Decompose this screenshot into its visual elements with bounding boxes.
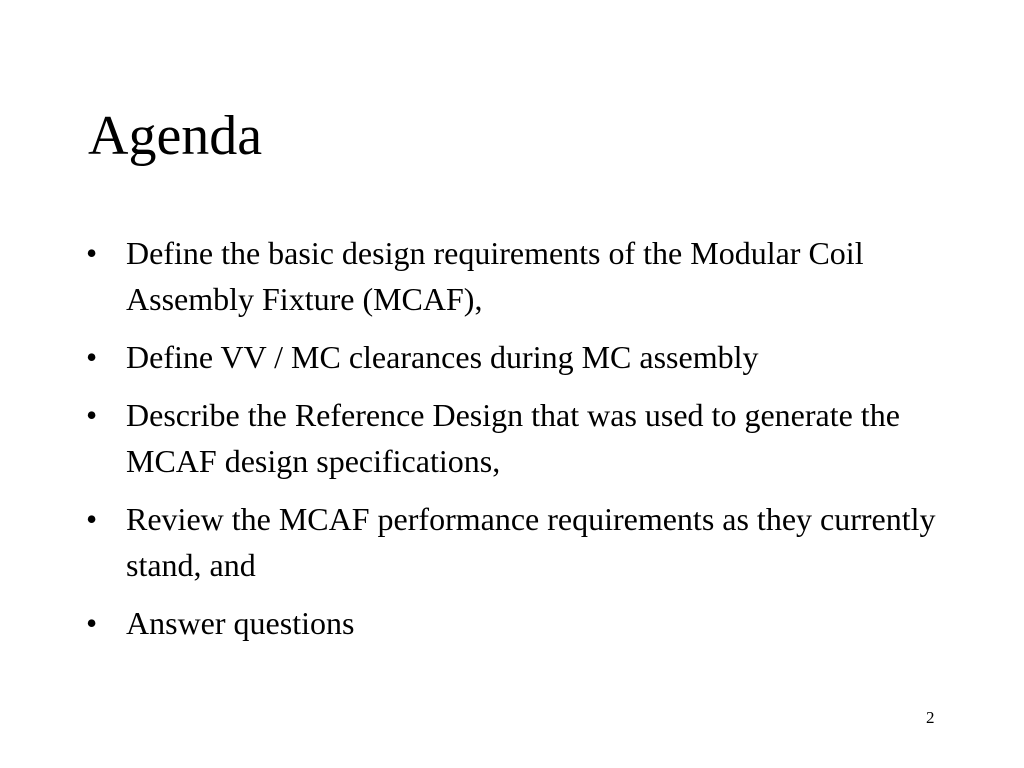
agenda-item-1 xyxy=(86,230,946,322)
agenda-item-4 xyxy=(86,496,946,588)
agenda-item-text: Define the basic design requirements of the Modular Coil Assembly Fixture (MCAF), xyxy=(126,235,864,317)
agenda-item-text: Define VV / MC clearances during MC assembly xyxy=(126,339,759,375)
bullet-icon: • xyxy=(86,235,98,271)
slide-title: Agenda xyxy=(88,105,263,167)
agenda-item-text: Review the MCAF performance requirements as they currently stand, and xyxy=(126,501,936,583)
bullet-icon: • xyxy=(86,605,98,641)
agenda-item-5 xyxy=(86,600,946,646)
bullet-icon: • xyxy=(86,501,98,537)
bullet-icon: • xyxy=(86,339,98,375)
bullet-icon: • xyxy=(86,397,98,433)
agenda-item-text: Describe the Reference Design that was used to generate the MCAF design specifications, xyxy=(126,397,900,479)
page-number: 2 xyxy=(926,708,935,727)
agenda-item-2 xyxy=(86,334,946,380)
agenda-item-3 xyxy=(86,392,946,484)
agenda-list xyxy=(86,230,946,658)
agenda-item-text: Answer questions xyxy=(126,605,355,641)
